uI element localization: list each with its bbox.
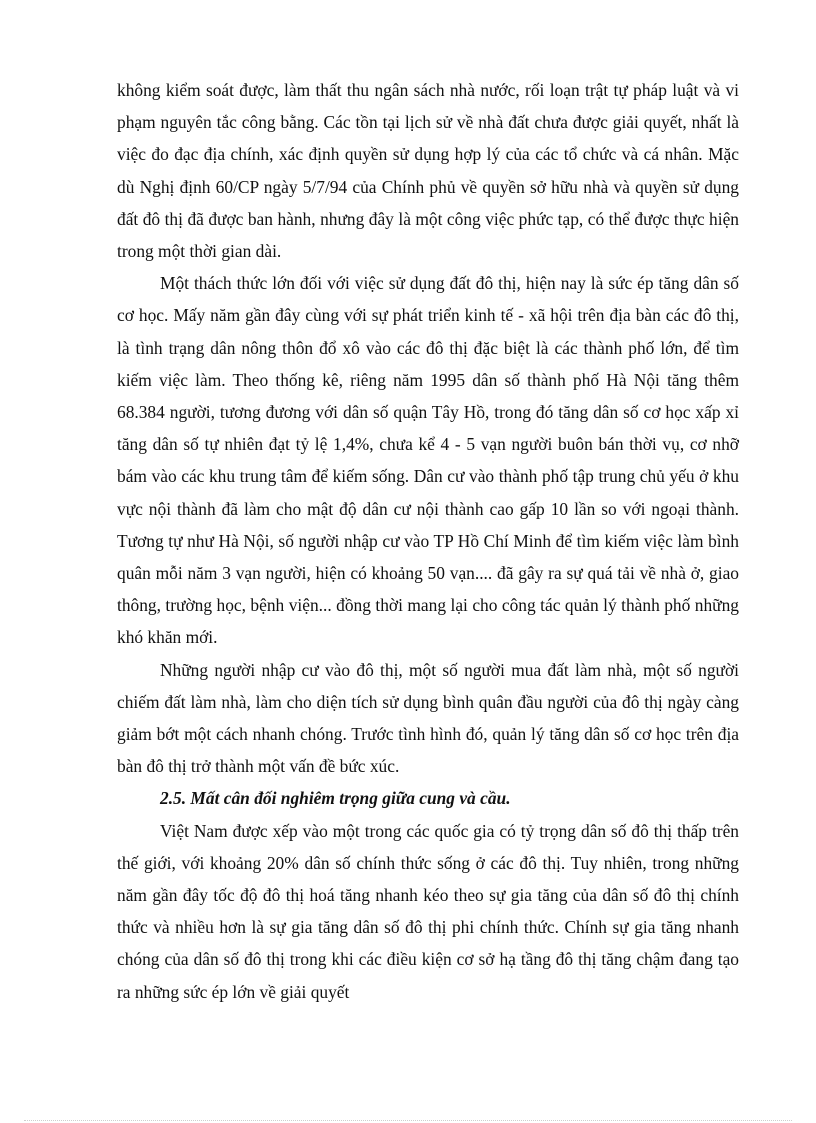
document-page xyxy=(117,74,739,1008)
section-heading: 2.5. Mất cân đối nghiêm trọng giữa cung và cầu. xyxy=(160,788,511,809)
paragraph-population-pressure: Một thách thức lớn đối với việc sử dụng đất đô thị, hiện nay là sức ép tăng dân số cơ học. Mấy năm gần đây cùng với sự phát triển kinh tế - xã hội trên địa bàn các đô thị, là tình trạng dân nông thôn đổ xô vào các đô thị đặc biệt là các thành phố lớn, để tìm kiếm việc làm. Theo thống kê, riêng năm 1995 dân số thành phố Hà Nội tăng thêm 68.384 người, tương đương với dân số quận Tây Hồ, trong đó tăng dân số cơ học xấp xỉ tăng dân số tự nhiên đạt tỷ lệ 1,4%, chưa kể 4 - 5 vạn người buôn bán thời vụ, cơ nhỡ bám vào các khu trung tâm để kiếm sống. Dân cư vào thành phố tập trung chủ yếu ở khu vực nội thành đã làm cho mật độ dân cư nội thành cao gấp 10 lần so với ngoại thành. Tương tự như Hà Nội, số người nhập cư vào TP Hồ Chí Minh để tìm kiếm việc làm bình quân mỗi năm 3 vạn người, hiện có khoảng 50 vạn.... đã gây ra sự quá tải về nhà ở, giao thông, trường học, bệnh viện... đồng thời mang lại cho công tác quản lý thành phố những khó khăn mới. xyxy=(117,273,739,648)
page-bottom-divider xyxy=(24,1120,792,1121)
paragraph-immigrants: Những người nhập cư vào đô thị, một số người mua đất làm nhà, một số người chiếm đất làm nhà, làm cho diện tích sử dụng bình quân đầu người của đô thị ngày càng giảm bớt một cách nhanh chóng. Trước tình hình đó, quản lý tăng dân số cơ học trên địa bàn đô thị trở thành một vấn đề bức xúc. xyxy=(117,659,739,777)
paragraph-continuation: không kiểm soát được, làm thất thu ngân sách nhà nước, rối loạn trật tự pháp luật và vi phạm nguyên tắc công bằng. Các tồn tại lịch sử về nhà đất chưa được giải quyết, nhất là việc đo đạc địa chính, xác định quyền sử dụng hợp lý của các tổ chức và cá nhân. Mặc dù Nghị định 60/CP ngày 5/7/94 của Chính phủ về quyền sở hữu nhà và quyền sử dụng đất đô thị đã được ban hành, nhưng đây là một công việc phức tạp, có thể được thực hiện trong một thời gian dài. xyxy=(117,80,739,262)
paragraph-supply-demand: Việt Nam được xếp vào một trong các quốc gia có tỷ trọng dân số đô thị thấp trên thế giới, với khoảng 20% dân số chính thức sống ở các đô thị. Tuy nhiên, trong những năm gần đây tốc độ đô thị hoá tăng nhanh kéo theo sự gia tăng của dân số đô thị chính thức và nhiều hơn là sự gia tăng dân số đô thị phi chính thức. Chính sự gia tăng nhanh chóng của dân số đô thị trong khi các điều kiện cơ sở hạ tầng đô thị tăng chậm đang tạo ra những sức ép lớn về giải quyết xyxy=(117,820,739,1002)
